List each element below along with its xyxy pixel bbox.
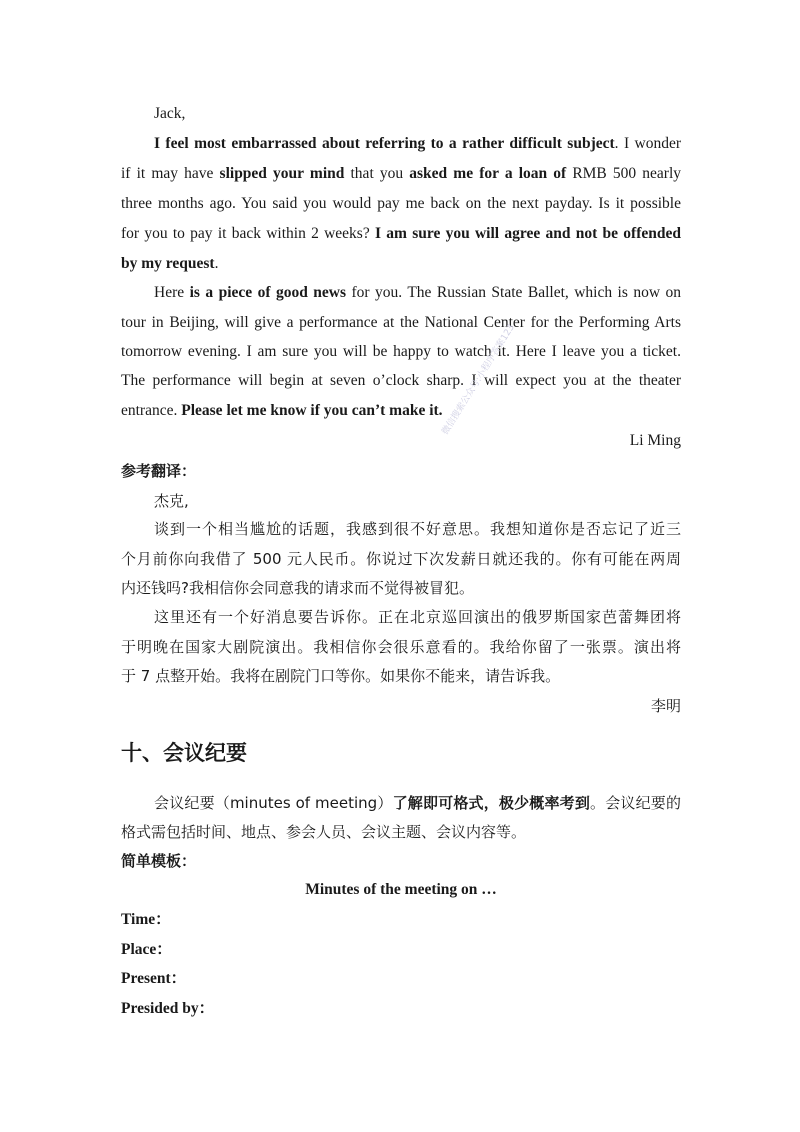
letter-p2-line-5 bbox=[121, 400, 681, 422]
text-run: for you to pay it back within 2 weeks? bbox=[121, 225, 375, 242]
section-intro-line-1 bbox=[154, 792, 681, 814]
text-run: entrance. bbox=[121, 402, 182, 419]
field-time: Time： bbox=[121, 911, 171, 928]
translation-salutation: 杰克, bbox=[154, 492, 189, 510]
field-present: Present： bbox=[121, 970, 187, 987]
text-run: tour in Beijing, will give a performance at the National Center for the Performing Arts bbox=[121, 314, 681, 331]
translation-signature: 李明 bbox=[650, 697, 681, 715]
translation-p2-line-2: 于明晚在国家大剧院演出。我相信你会很乐意看的。我给你留了一张票。演出将 bbox=[121, 638, 681, 656]
translation-p1-line-2: 个月前你向我借了 500 元人民币。你说过下次发薪日就还我的。你有可能在两周 bbox=[121, 550, 681, 568]
text-run: . bbox=[214, 255, 219, 272]
bold-phrase: asked me for a loan of bbox=[409, 165, 567, 182]
bold-phrase: Please let me know if you can’t make it. bbox=[181, 402, 443, 419]
translation-p2-line-1: 这里还有一个好消息要告诉你。正在北京巡回演出的俄罗斯国家芭蕾舞团将 bbox=[154, 608, 681, 626]
text-run: that you bbox=[344, 165, 410, 182]
letter-p2-line-4 bbox=[121, 370, 681, 392]
field-place: Place： bbox=[121, 941, 172, 958]
text-run: 。会议纪要的 bbox=[590, 794, 681, 812]
letter-p2-line-1 bbox=[154, 282, 681, 304]
text-run: 会议纪要（minutes of meeting） bbox=[154, 794, 393, 812]
text-run: tomorrow evening. I am sure you will be happy to watch it. Here I leave you a ticket. bbox=[121, 343, 681, 360]
section-title: 十、会议纪要 bbox=[121, 741, 247, 765]
section-intro-line-2: 格式需包括时间、地点、参会人员、会议主题、会议内容等。 bbox=[121, 823, 527, 841]
letter-p1-line-4 bbox=[121, 223, 681, 245]
bold-phrase: slipped your mind bbox=[219, 165, 345, 182]
translation-heading: 参考翻译： bbox=[121, 462, 197, 480]
translation-p2-line-3: 于 7 点整开始。我将在剧院门口等你。如果你不能来，请告诉我。 bbox=[121, 667, 561, 685]
template-title: Minutes of the meeting on … bbox=[305, 881, 497, 898]
bold-phrase: I am sure you will agree and not be offended bbox=[374, 225, 681, 242]
watermark-text: 微信搜索公众号:小程序答案123 bbox=[440, 322, 517, 437]
text-run: if it may have bbox=[121, 165, 220, 182]
bold-phrase: 了解即可格式，极少概率考到 bbox=[392, 794, 591, 812]
text-run: . I wonder bbox=[614, 135, 681, 152]
text-run: The performance will begin at seven o’clock sharp. I will expect you at the theater bbox=[121, 372, 681, 389]
field-presided-by: Presided by： bbox=[121, 1000, 215, 1017]
text-run: three months ago. You said you would pay me back on the next payday. Is it possible bbox=[121, 195, 681, 212]
bold-phrase: by my request bbox=[121, 255, 215, 272]
bold-phrase: is a piece of good news bbox=[189, 284, 347, 301]
text-run: for you. The Russian State Ballet, which is now on bbox=[346, 284, 681, 301]
letter-salutation: Jack, bbox=[154, 105, 186, 122]
letter-signature: Li Ming bbox=[629, 432, 681, 449]
letter-p1-line-5 bbox=[121, 253, 681, 275]
text-run: Here bbox=[154, 284, 190, 301]
letter-p1-line-2 bbox=[121, 163, 681, 185]
translation-p1-line-3: 内还钱吗?我相信你会同意我的请求而不觉得被冒犯。 bbox=[121, 579, 474, 597]
letter-p2-line-2 bbox=[121, 312, 681, 334]
translation-p1-line-1: 谈到一个相当尴尬的话题，我感到很不好意思。我想知道你是否忘记了近三 bbox=[154, 520, 681, 538]
text-run: RMB 500 nearly bbox=[566, 165, 682, 182]
letter-p2-line-3 bbox=[121, 341, 681, 363]
letter-p1-line-3 bbox=[121, 193, 681, 215]
letter-p1-line-1 bbox=[154, 133, 681, 155]
bold-phrase: I feel most embarrassed about referring to a rather difficult subject bbox=[154, 135, 615, 152]
template-label: 简单模板： bbox=[121, 852, 197, 870]
